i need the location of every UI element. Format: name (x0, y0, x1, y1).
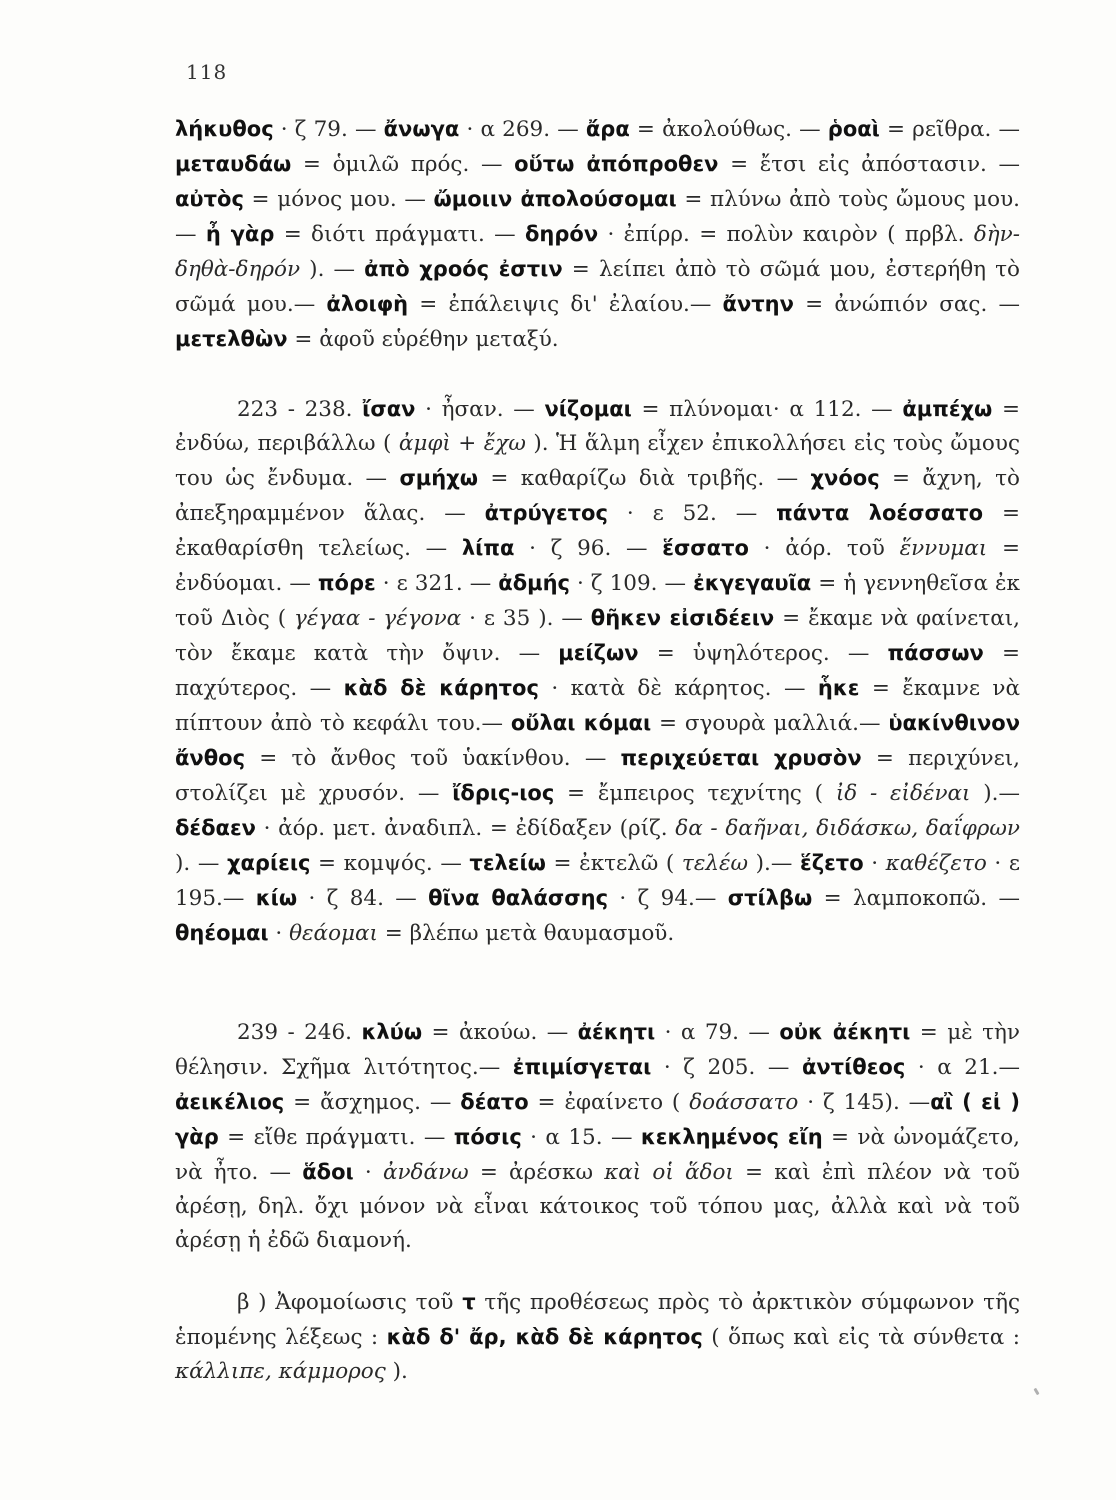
gloss-text: ( ὅπως καὶ εἰς τὰ σύνθετα : (702, 1325, 1021, 1350)
gloss-text: = ἐπάλειψις δι' ἐλαίου.— (408, 292, 723, 317)
gloss-text: ). (385, 1359, 408, 1384)
italic-text: καὶ οἱ ἅδοι (604, 1160, 734, 1185)
italic-text: θεάομαι (289, 921, 378, 946)
gloss-text: = ἄχνη, τὸ ἀπεξηραμμένον ἅλας. — (175, 466, 1020, 526)
headword: ἀπὸ χροός ἐστιν (364, 257, 563, 281)
gloss-text: · ζ 145). — (798, 1090, 931, 1115)
headword: λίπα (461, 536, 515, 560)
italic-text: ἰδ - εἰδέναι (835, 781, 971, 806)
headword: ἀτρύγετος (484, 501, 608, 525)
gloss-text: · ἀόρ. μετ. ἀναδιπλ. = ἐδίδαξεν (ρίζ. (255, 816, 676, 841)
gloss-text: 239 - 246. (237, 1020, 362, 1045)
headword: θηέομαι (175, 921, 269, 945)
headword: ὑακίνθινον ἄνθος (175, 711, 1021, 770)
italic-text: ἕννυμαι (899, 536, 988, 561)
gloss-text: = ἐκτελῶ ( (545, 851, 682, 876)
headword: κὰδ δ' ἄρ, κὰδ δὲ κάρητος (386, 1325, 703, 1349)
gloss-text: = περιχύνει, στολίζει μὲ χρυσόν. — (175, 746, 1020, 806)
headword: ῥοαὶ (827, 117, 880, 141)
headword: τελείω (469, 851, 546, 875)
headword: μείζων (558, 641, 639, 665)
headword: ἀμπέχω (902, 397, 993, 421)
gloss-text: · κατὰ δὲ κάρητος. — (538, 676, 818, 701)
gloss-text: = μόνος μου. — (243, 187, 434, 212)
headword: ἀντίθεος (801, 1055, 906, 1079)
headword: οὐκ ἀέκητι (779, 1020, 911, 1044)
gloss-text: · (268, 921, 290, 946)
italic-text: γέγαα - γέγονα (294, 606, 462, 631)
gloss-text: 223 - 238. (237, 397, 363, 422)
headword: ἕσσατο (662, 536, 749, 560)
gloss-text: = ἀκούω. — (422, 1020, 578, 1045)
gloss-text: · ζ 96. — (514, 536, 663, 561)
gloss-text: = ἄσχημος. — (284, 1090, 461, 1115)
italic-text: ἀνδάνω (382, 1160, 469, 1185)
gloss-text: · ζ 205. — (651, 1055, 802, 1080)
gloss-text: = νὰ ὠνομάζετο, νὰ ἦτο. — (175, 1125, 1020, 1185)
gloss-text: = εἴθε πράγματι. — (218, 1125, 454, 1150)
gloss-text: = ρεῖθρα. — (879, 117, 1020, 142)
gloss-text: ). — (175, 851, 227, 876)
gloss-text: · ε 52. — (607, 501, 777, 526)
headword: κίω (255, 886, 298, 910)
gloss-text: = σγουρὰ μαλλιά.— (651, 711, 889, 736)
gloss-text: = πλύνομαι· α 112. — (631, 397, 903, 422)
headword: πάντα λοέσσατο (776, 501, 984, 525)
gloss-text: = ἀφοῦ εὑρέθην μεταξύ. (287, 327, 559, 352)
gloss-text: · ζ 109. — (570, 571, 694, 596)
gloss-text: · ζ 79. — (273, 117, 384, 142)
gloss-text: · ε 321. — (375, 571, 499, 596)
gloss-text: = πλύνω ἀπὸ τοὺς ὤμους μου. — (175, 187, 1021, 247)
gloss-text: β ) Ἀφομοίωσις τοῦ (237, 1290, 463, 1315)
headword: πόρε (317, 571, 376, 595)
gloss-text: ).— (970, 781, 1021, 806)
headword: ἀλοιφὴ (326, 292, 409, 316)
headword: ἕζετο (800, 851, 864, 875)
gloss-text: = ἔκαμνε νὰ πίπτουν ἀπὸ τὸ κεφάλι του.— (175, 676, 1020, 736)
gloss-text: = καθαρίζω διὰ τριβῆς. — (478, 466, 811, 491)
headword: ὤμοιιν ἀπολούσομαι (433, 187, 677, 211)
headword: ἄντην (722, 292, 794, 316)
headword: ἴδρις-ιος (452, 781, 555, 805)
gloss-text: = λείπει ἀπὸ τὸ σῶμά μου, ἐστερήθη τὸ σῶμά μου.— (175, 257, 1021, 317)
headword: νίζομαι (544, 397, 632, 421)
headword: ἀδμής (498, 571, 570, 595)
gloss-text: · α 79. — (655, 1020, 780, 1045)
headword: μεταυδάω (175, 152, 292, 176)
headword: δέατο (460, 1090, 529, 1114)
headword: ἄνωγα (383, 117, 460, 141)
gloss-text: = ὑψηλότερος. — (638, 641, 888, 666)
gloss-text: · ε 35 ). — (461, 606, 591, 631)
headword: μετελθὼν (175, 327, 288, 351)
headword: πόσις (453, 1125, 522, 1149)
gloss-text: = ἐνδύω, περιβάλλω ( (175, 397, 1020, 456)
italic-text: κάλλιπε, κάμμορος (175, 1359, 386, 1384)
gloss-text: = βλέπω μετὰ θαυμασμοῦ. (377, 921, 675, 946)
gloss-text: · α 269. — (459, 117, 586, 142)
headword: δηρόν (525, 222, 599, 246)
paragraph-4 (175, 1285, 1020, 1389)
italic-text: δα - δαῆναι, διδάσκω, δαΐφρων (675, 816, 1020, 841)
headword: οὕτω ἀπόπροθεν (514, 152, 719, 176)
headword: χνόος (810, 466, 880, 490)
headword: κεκλημένος εἴη (640, 1125, 823, 1149)
headword: αὐτὸς (175, 187, 244, 211)
gloss-text: · (863, 851, 886, 876)
gloss-text: = λαμποκοπῶ. — (812, 886, 1020, 911)
headword: ἄρα (585, 117, 630, 141)
headword: κλύω (361, 1020, 423, 1044)
italic-text: καθέζετο (885, 851, 987, 876)
gloss-text: = ἀρέσκω (468, 1160, 605, 1185)
gloss-text: = παχύτερος. — (175, 641, 1021, 701)
headword: περιχεύεται χρυσὸν (620, 746, 862, 770)
gloss-text: = ἐκαθαρίσθη τελείως. — (175, 501, 1020, 561)
gloss-text: = ἐφαίνετο ( (528, 1090, 690, 1115)
headword: ἴσαν (362, 397, 416, 421)
headword: ἧκε (817, 676, 860, 700)
gloss-text: = ἀκολούθως. — (629, 117, 828, 142)
gloss-text: · ε 195.— (175, 851, 1020, 911)
gloss-text: · ἀόρ. τοῦ (748, 536, 900, 561)
gloss-text: ).— (748, 851, 800, 876)
italic-text: τελέω (681, 851, 749, 876)
headword: ἀέκητι (577, 1020, 656, 1044)
headword: σμήχω (399, 466, 478, 490)
headword: ἅδοι (302, 1160, 354, 1184)
headword: οὔλαι κόμαι (510, 711, 652, 735)
headword: λήκυθος (175, 117, 274, 141)
headword: ἀεικέλιος (175, 1090, 285, 1114)
headword: ἦ γὰρ (205, 222, 275, 246)
headword: ἐπιμίσγεται (512, 1055, 652, 1079)
headword: κὰδ δὲ κάρητος (343, 676, 539, 700)
headword: θῖνα θαλάσσης (428, 886, 609, 910)
gloss-text: = ἔκαμε νὰ φαίνεται, τὸν ἔκαμε κατὰ τὴν ὄψιν. — (175, 606, 1021, 666)
gloss-text: · ἐπίρρ. = πολὺν καιρὸν ( πρβλ. (598, 222, 974, 247)
gloss-text: = ἡ γεννηθεῖσα ἐκ τοῦ Διὸς ( (175, 571, 1020, 631)
italic-text: ἀμφὶ + ἔχω (398, 431, 526, 456)
gloss-text: ). — (300, 257, 365, 282)
paragraph-2 (175, 392, 1020, 951)
italic-text: δοάσσατο (689, 1090, 799, 1115)
paragraph-1 (175, 112, 1020, 357)
gloss-text: · (353, 1160, 383, 1185)
headword: αἲ ( εἰ ) γὰρ (175, 1090, 1020, 1149)
italic-text: δὴν-δηθὰ-δηρόν (175, 222, 1020, 282)
gloss-text: · ζ 94.— (608, 886, 728, 911)
headword: τ (462, 1290, 476, 1314)
gloss-text: = τὸ ἄνθος τοῦ ὑακίνθου. — (245, 746, 621, 771)
gloss-text: · ζ 84. — (297, 886, 429, 911)
gloss-text: · α 15. — (521, 1125, 641, 1150)
gloss-text: ). Ἡ ἅλμη εἶχεν ἐπικολλήσει εἰς τοὺς ὤμους του ὡς ἔνδυμα. — (175, 431, 1020, 491)
gloss-text: = ἔμπειρος τεχνίτης ( (554, 781, 836, 806)
gloss-text: = μὲ τὴν θέλησιν. Σχῆμα λιτότητος.— (175, 1020, 1020, 1080)
headword: ἐκγεγαυῖα (693, 571, 812, 595)
gloss-text: · α 21.— (905, 1055, 1020, 1080)
gloss-text: = ὁμιλῶ πρός. — (291, 152, 515, 177)
gloss-text: · ἦσαν. — (415, 397, 545, 422)
gloss-text: τῆς προθέσεως πρὸς τὸ ἀρκτικὸν σύμφωνον τῆς ἑπομένης λέξεως : (175, 1290, 1020, 1350)
headword: πάσσων (887, 641, 984, 665)
gloss-text: = ἀνώπιόν σας. — (793, 292, 1020, 317)
paragraph-3 (175, 1015, 1020, 1258)
headword: χαρίεις (226, 851, 311, 875)
print-speck (1033, 1388, 1039, 1396)
gloss-text: = κομψός. — (310, 851, 470, 876)
page-number: 118 (186, 60, 228, 84)
headword: στίλβω (727, 886, 813, 910)
headword: δέδαεν (175, 816, 256, 840)
gloss-text: = ἔτσι εἰς ἀπόστασιν. — (718, 152, 1021, 177)
gloss-text: = καὶ ἐπὶ πλέον νὰ τοῦ ἀρέσῃ, δηλ. ὄχι μόνον νὰ εἶναι κάτοικος τοῦ τόπου μας, ἀλλὰ καὶ νὰ τοῦ ἀρέσῃ ἡ ἐδῶ διαμονή. (175, 1160, 1020, 1253)
gloss-text: = διότι πράγματι. — (274, 222, 525, 247)
gloss-text: = ἐνδύομαι. — (175, 536, 1020, 596)
headword: θῆκεν εἰσιδέειν (590, 606, 775, 630)
